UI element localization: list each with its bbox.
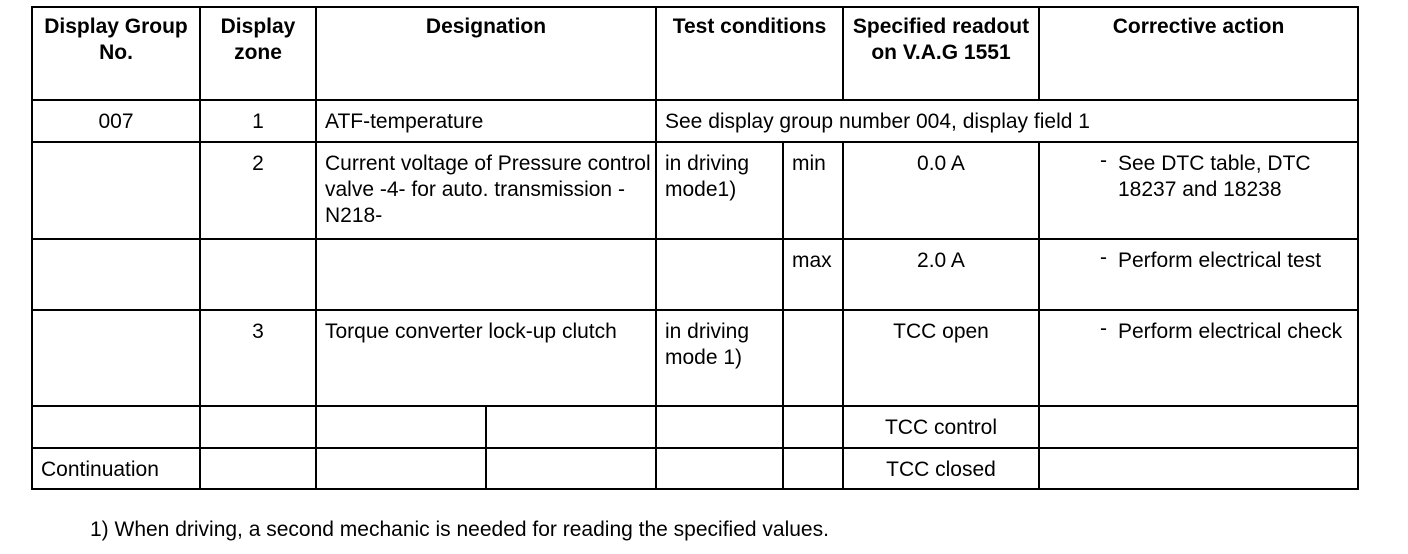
condition-cell (656, 448, 783, 489)
action-cell (1039, 142, 1358, 239)
action-cell (1039, 406, 1358, 448)
group-cell (32, 406, 200, 448)
dash-bullet: - (1100, 149, 1107, 172)
action-text: Perform electrical check (1118, 320, 1343, 343)
condition-cell (656, 239, 783, 310)
header-designation: Designation (316, 7, 656, 100)
group-cell: 007 (32, 100, 200, 142)
table-row (32, 239, 1358, 310)
designation-sub-cell (486, 406, 656, 448)
condition-cell: in driving mode1) (656, 142, 783, 239)
condition-cell (656, 406, 783, 448)
header-corrective-action: Corrective action (1039, 7, 1358, 100)
group-cell (32, 142, 200, 239)
action-cell (1039, 310, 1358, 406)
condition-cell: in driving mode 1) (656, 310, 783, 406)
dash-bullet: - (1100, 246, 1107, 269)
header-test-conditions: Test conditions (656, 7, 843, 100)
header-row (32, 7, 1358, 100)
spec-table (31, 6, 1359, 490)
zone-cell: 1 (200, 100, 316, 142)
designation-cell: ATF-temperature (316, 100, 656, 142)
limit-cell (783, 448, 843, 489)
designation-sub-cell (486, 448, 656, 489)
table-row (32, 310, 1358, 406)
designation-cell (316, 448, 486, 489)
readout-cell: 2.0 A (843, 239, 1039, 310)
merged-note-cell: See display group number 004, display field 1 (656, 100, 1358, 142)
group-cell (32, 310, 200, 406)
zone-cell (200, 406, 316, 448)
footnote: 1) When driving, a second mechanic is needed for reading the specified values. (90, 518, 829, 541)
limit-cell (783, 310, 843, 406)
designation-cell (316, 239, 656, 310)
zone-cell: 2 (200, 142, 316, 239)
action-cell (1039, 448, 1358, 489)
limit-cell: max (783, 239, 843, 310)
designation-cell: Current voltage of Pressure control valve -4- for auto. transmission -N218- (316, 142, 656, 239)
zone-cell: 3 (200, 310, 316, 406)
table-row (32, 448, 1358, 489)
readout-cell: 0.0 A (843, 142, 1039, 239)
table-row (32, 406, 1358, 448)
dash-bullet: - (1100, 317, 1107, 340)
zone-cell (200, 448, 316, 489)
action-text: Perform electrical test (1118, 249, 1322, 272)
limit-cell (783, 406, 843, 448)
group-cell: Continuation (32, 448, 200, 489)
table-row (32, 100, 1358, 142)
zone-cell (200, 239, 316, 310)
designation-cell: Torque converter lock-up clutch (316, 310, 656, 406)
table-row (32, 142, 1358, 239)
readout-cell: TCC control (843, 406, 1039, 448)
designation-cell (316, 406, 486, 448)
limit-cell: min (783, 142, 843, 239)
action-cell (1039, 239, 1358, 310)
header-specified-readout: Specified readout on V.A.G 1551 (843, 7, 1039, 100)
group-cell (32, 239, 200, 310)
header-zone: Display zone (200, 7, 316, 100)
readout-cell: TCC open (843, 310, 1039, 406)
action-text: See DTC table, DTC 18237 and 18238 (1118, 152, 1311, 201)
readout-cell: TCC closed (843, 448, 1039, 489)
header-group-no: Display Group No. (32, 7, 200, 100)
